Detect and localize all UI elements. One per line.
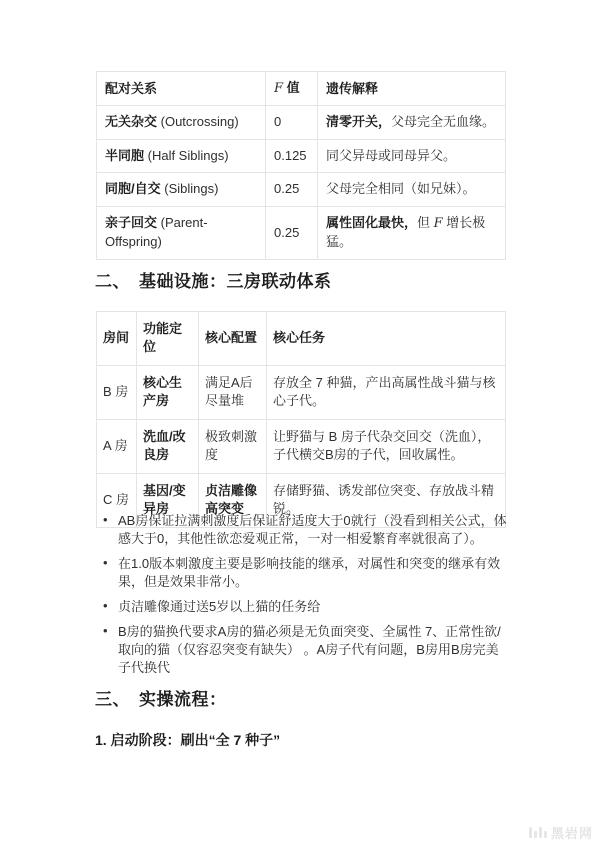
table-header-row — [97, 72, 506, 106]
cell-task: 存储野猫、诱发部位突变、存放战斗精锐。 — [267, 473, 506, 527]
table-row — [97, 139, 506, 172]
cell-explanation: 清零开关，父母完全无血缘。 — [318, 106, 506, 139]
header-genetic-explanation: 遗传解释 — [318, 72, 506, 106]
list-item: • 贞洁雕像通过送5岁以上猫的任务给 — [103, 598, 321, 614]
cell-task: 存放全 7 种猫，产出高属性战斗猫与核心子代。 — [267, 365, 506, 419]
section-heading-procedure: 三、 实操流程： — [95, 690, 227, 709]
bullet-icon: • — [103, 512, 108, 527]
header-role: 功能定位 — [137, 312, 199, 366]
list-item: • AB房保证拉满刺激度后保证舒适度大于0就行（没看到相关公式，体感大于0，其他性欲恋爱观正常，一对一相爱繁育率就很高了）。 — [103, 512, 507, 546]
table-row — [97, 365, 506, 419]
cell-config: 贞洁雕像高突变 — [199, 473, 267, 527]
cell-room: B 房 — [97, 365, 137, 419]
header-task: 核心任务 — [267, 312, 506, 366]
bullet-icon: • — [103, 623, 108, 638]
table-row — [97, 206, 506, 259]
cell-f-value: 0.125 — [266, 139, 318, 172]
cell-relation: 同胞/自交 (Siblings) — [97, 173, 266, 206]
watermark-label: 黑岩网 — [550, 826, 593, 841]
watermark — [529, 823, 593, 842]
cell-relation: 半同胞 (Half Siblings) — [97, 139, 266, 172]
notes-list — [99, 512, 507, 677]
header-f-value: F 值 — [266, 72, 318, 106]
cell-relation: 亲子回交 (Parent-Offspring) — [97, 206, 266, 259]
cell-role: 核心生产房 — [137, 365, 199, 419]
header-room: 房间 — [97, 312, 137, 366]
cell-role: 基因/变异房 — [137, 473, 199, 527]
cell-config: 满足A后尽量堆 — [199, 365, 267, 419]
table-row — [97, 173, 506, 206]
header-pairing-relation: 配对关系 — [97, 72, 266, 106]
cell-config: 极致刺激度 — [199, 419, 267, 473]
cell-explanation: 属性固化最快，但 F 增长极猛。 — [318, 206, 506, 259]
step1-heading: 1. 启动阶段：刷出“全 7 种子” — [95, 732, 281, 748]
room-system-table — [96, 311, 506, 528]
bullet-icon: • — [103, 555, 108, 570]
cell-room: C 房 — [97, 473, 137, 527]
cell-f-value: 0.25 — [266, 173, 318, 206]
cell-explanation: 同父异母或同母异父。 — [318, 139, 506, 172]
cell-relation: 无关杂交 (Outcrossing) — [97, 106, 266, 139]
table-header-row — [97, 312, 506, 366]
list-item: • B房的猫换代要求A房的猫必须是无负面突变、全属性 7、正常性欲/取向的猫（仅容忍突变有缺失） 。A房子代有问题，B房用B房完美子代换代 — [103, 623, 501, 675]
cell-room: A 房 — [97, 419, 137, 473]
section-heading-infrastructure: 二、 基础设施：三房联动体系 — [95, 272, 332, 291]
bullet-icon: • — [103, 598, 108, 613]
list-item: • 在1.0版本刺激度主要是影响技能的继承，对属性和突变的继承有效果，但是效果非常小。 — [103, 555, 501, 589]
cell-f-value: 0 — [266, 106, 318, 139]
cell-explanation: 父母完全相同（如兄妹）。 — [318, 173, 506, 206]
watermark-logo-icon — [529, 827, 547, 838]
cell-f-value: 0.25 — [266, 206, 318, 259]
header-config: 核心配置 — [199, 312, 267, 366]
pairing-coefficient-table — [96, 71, 506, 260]
cell-task: 让野猫与 B 房子代杂交回交（洗血），子代横交B房的子代，回收属性。 — [267, 419, 506, 473]
table-row — [97, 106, 506, 139]
table-row — [97, 419, 506, 473]
cell-role: 洗血/改良房 — [137, 419, 199, 473]
